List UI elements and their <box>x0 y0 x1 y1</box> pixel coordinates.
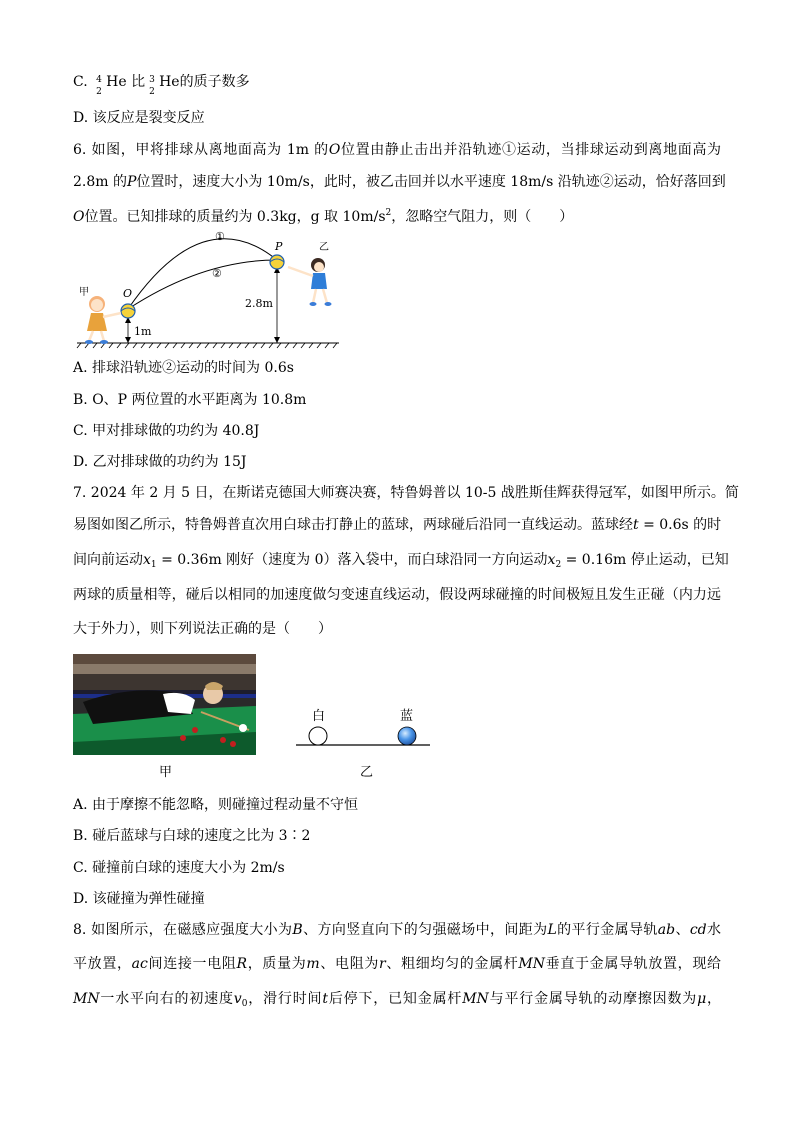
label-track-1: ① <box>215 230 225 243</box>
option-tail: 的质子数多 <box>179 74 250 90</box>
q7-stem-line-5: 大于外力），则下列说法正确的是（ ） <box>73 621 332 637</box>
q7-option-c: C. 碰撞前白球的速度大小为 2m/s <box>73 860 285 876</box>
label-2.8m: 2.8m <box>245 297 273 310</box>
q7-option-a: A. 由于摩擦不能忽略，则碰撞过程动量不守恒 <box>73 797 359 813</box>
label-O: O <box>123 287 133 300</box>
q6-option-b: B. O、P 两位置的水平距离为 10.8m <box>73 392 307 408</box>
q8-stem-line-2: 平放置，ac间连接一电阻R，质量为m、电阻为r、粗细均匀的金属杆MN垂直于金属导轨放置，现给 <box>73 956 722 972</box>
label-track-2: ② <box>212 267 222 280</box>
q6-option-c: C. 甲对排球做的功约为 40.8J <box>73 423 260 439</box>
q6-option-a: A. 排球沿轨迹②运动的时间为 0.6s <box>73 360 294 376</box>
q8-stem-line-3: MN一水平向右的初速度$v_0$，滑行时间t后停下，已知金属杆MN与平行金属导轨的动摩擦因数为μ， <box>73 991 722 1009</box>
blue-ball <box>398 727 416 745</box>
o-height-arrow-down <box>125 337 131 343</box>
q7-stem-line-2: 易图如图乙所示，特鲁姆普直次用白球击打静止的蓝球，两球碰后沿同一直线运动。蓝球经t = 0.6s 的时 <box>73 517 722 533</box>
label-1m: 1m <box>134 325 152 338</box>
q6-figure <box>73 225 345 350</box>
q7-stem-line-1: 7. 2024 年 2 月 5 日，在斯诺克德国大师赛决赛，特鲁姆普以 10-5 战胜斯佳辉获得冠军，如图甲所示。简 <box>73 485 739 501</box>
helium4-nuclide: 4 2 <box>96 75 102 97</box>
option-letter: C. <box>73 74 88 90</box>
q8-stem-line-1: 8. 如图所示，在磁感应强度大小为B、方向竖直向下的匀强磁场中，间距为L的平行金属导轨ab、cd水 <box>73 922 722 938</box>
label-blue: 蓝 <box>400 709 414 724</box>
white-ball <box>309 727 327 745</box>
p-height-arrow-down <box>274 337 280 343</box>
option-d-prev: D. 该反应是裂变反应 <box>73 110 205 126</box>
label-white: 白 <box>312 709 326 724</box>
q6-stem-line-2: 2.8m 的P位置时，速度大小为 10m/s，此时，被乙击回并以水平速度 18m/s 沿轨迹②运动，恰好落回到 <box>73 174 726 190</box>
compare-text: 比 <box>131 74 146 90</box>
q7-option-b: B. 碰后蓝球与白球的速度之比为 3∶2 <box>73 828 311 844</box>
girl-jia-figure <box>85 296 121 344</box>
q7-option-d: D. 该碰撞为弹性碰撞 <box>73 891 205 907</box>
snooker-photo <box>73 654 256 755</box>
helium4-symbol: He <box>106 74 127 90</box>
q7-stem-line-4: 两球的质量相等，碰后以相同的加速度做匀变速直线运动，假设两球碰撞的时间极短且发生正碰（内力远 <box>73 587 721 603</box>
girl-yi-figure <box>288 258 332 306</box>
label-diagram-yi: 乙 <box>360 765 374 780</box>
ground-hatch <box>77 343 337 348</box>
q6-stem-line-3: O位置。已知排球的质量约为 0.3kg，g 取 $10m/s^2$，忽略空气阻力，则（ ） <box>73 208 574 225</box>
label-photo-jia: 甲 <box>159 765 173 780</box>
ball-at-O <box>121 304 135 318</box>
helium3-nuclide: 3 2 <box>149 75 155 97</box>
label-yi: 乙 <box>319 242 329 253</box>
q7-diagram <box>292 700 432 750</box>
ball-at-P <box>270 255 284 269</box>
option-c-prev <box>73 72 250 97</box>
helium3-symbol: He <box>159 74 180 90</box>
q6-option-d: D. 乙对排球做的功约为 15J <box>73 454 247 470</box>
q7-stem-line-3: 间向前运动$x_1 = 0.36m$ 刚好（速度为 0）落入袋中，而白球沿同一方向运动$x_2 = 0.16m$ 停止运动，已知 <box>73 552 729 570</box>
q6-stem-line-1: 6. 如图，甲将排球从离地面高为 1m 的O位置由静止击出并沿轨迹①运动，当排球运动到离地面高为 <box>73 142 721 158</box>
label-P: P <box>275 240 283 253</box>
label-jia: 甲 <box>79 287 89 298</box>
